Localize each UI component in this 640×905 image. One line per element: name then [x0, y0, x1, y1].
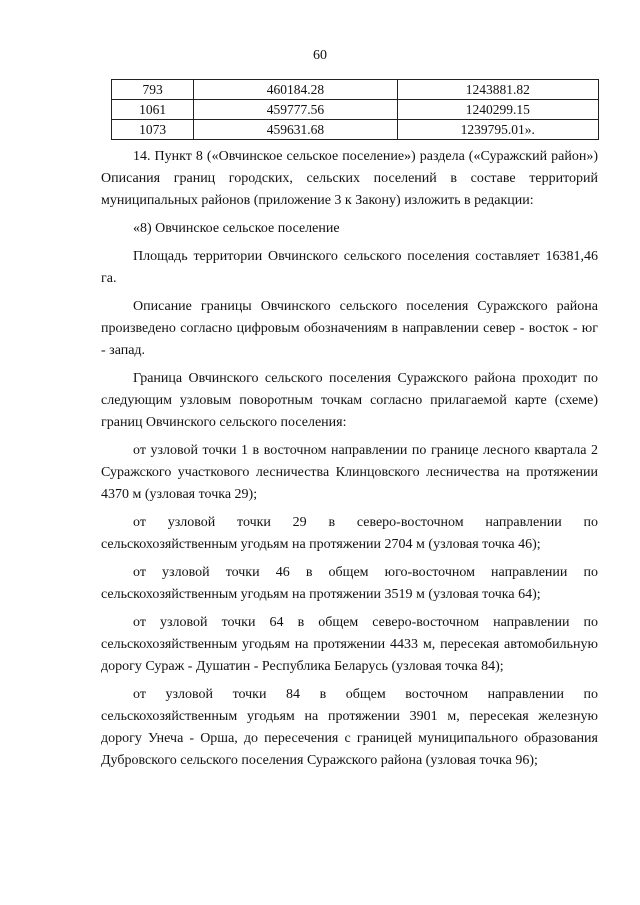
paragraph-item-14: 14. Пункт 8 («Овчинское сельское поселение») раздела («Суражский район») Описания границ городских, сельских поселений в составе территорий муниципальных районов (приложение 3 к Закону) изложить в редакции: — [101, 149, 598, 208]
table-cell-y: 1239795.01». — [397, 120, 598, 140]
table-cell-point: 793 — [112, 80, 194, 100]
boundary-segment: от узловой точки 1 в восточном направлении по границе лесного квартала 2 Суражского участкового лесничества Клинцовского лесничества на протяжении 4370 м (узловая точка 29); — [101, 443, 598, 502]
boundary-segment: от узловой точки 46 в общем юго-восточном направлении по сельскохозяйственным угодьям на протяжении 3519 м (узловая точка 64); — [101, 565, 598, 602]
boundary-segment: от узловой точки 29 в северо-восточном направлении по сельскохозяйственным угодьям на протяжении 2704 м (узловая точка 46); — [101, 515, 598, 552]
table-cell-y: 1240299.15 — [397, 100, 598, 120]
table-row — [112, 80, 599, 100]
table-cell-y: 1243881.82 — [397, 80, 598, 100]
description-paragraph: Описание границы Овчинского сельского поселения Суражского района произведено согласно цифровым обозначениям в направлении север - восток - юг - запад. — [101, 299, 598, 358]
boundary-segment: от узловой точки 84 в общем восточном направлении по сельскохозяйственным угодьям на протяжении 3901 м, пересекая железную дорогу Унеча - Орша, до пересечения с границей муниципального образования Дубровского сельского поселения Суражского района (узловая точка 96); — [101, 687, 598, 768]
table-row — [112, 120, 599, 140]
boundary-intro-paragraph: Граница Овчинского сельского поселения Суражского района проходит по следующим узловым поворотным точкам согласно прилагаемой карте (схеме) границ Овчинского сельского поселения: — [101, 371, 598, 430]
table-cell-x: 459777.56 — [194, 100, 397, 120]
table-cell-x: 459631.68 — [194, 120, 397, 140]
section-heading: «8) Овчинское сельское поселение — [133, 221, 340, 236]
table-cell-point: 1061 — [112, 100, 194, 120]
coordinates-table — [111, 79, 599, 140]
area-paragraph: Площадь территории Овчинского сельского поселения составляет 16381,46 га. — [101, 249, 598, 286]
document-body — [101, 146, 598, 772]
boundary-segment: от узловой точки 64 в общем северо-восточном направлении по сельскохозяйственным угодьям на протяжении 4433 м, пересекая автомобильную дорогу Сураж - Душатин - Республика Беларусь (узловая точка 84); — [101, 615, 598, 674]
page-number: 60 — [313, 48, 327, 63]
table-cell-point: 1073 — [112, 120, 194, 140]
table-row — [112, 100, 599, 120]
table-cell-x: 460184.28 — [194, 80, 397, 100]
